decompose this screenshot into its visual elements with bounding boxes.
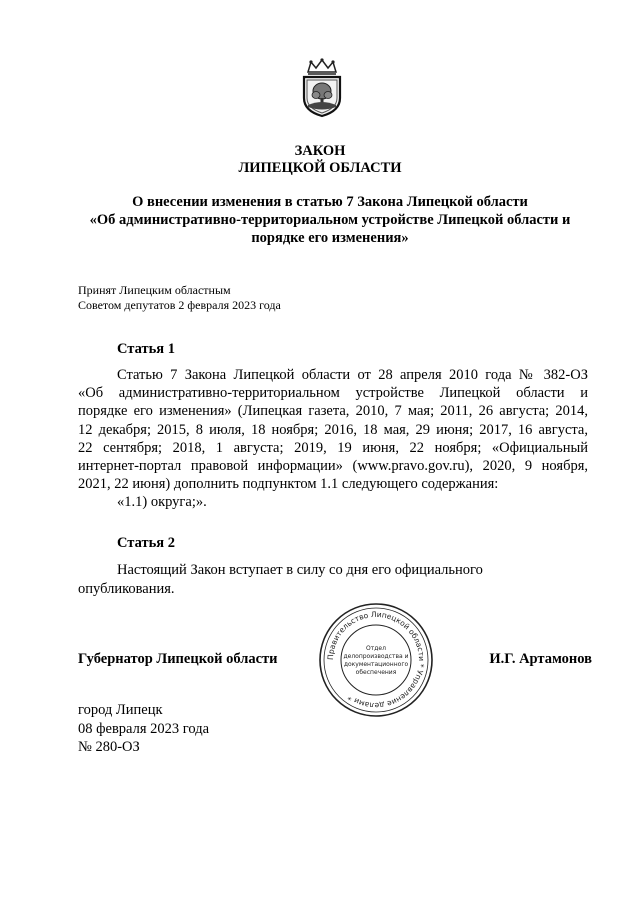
law-title: ЗАКОН [294, 143, 346, 159]
stamp-center-line: Отдел [366, 645, 386, 652]
signatory-name: И.Г. Артамонов [489, 651, 592, 667]
article-1-line: «Об административно-территориальном устройстве Липецкой области и [78, 385, 588, 402]
article-1-line: интернет-портал правовой информации» (www.pravo.gov.ru), 2020, 9 ноября, [78, 458, 588, 475]
article-1-subpoint: «1.1) округа;». [117, 494, 207, 511]
article-1-line: Статью 7 Закона Липецкой области от 28 апреля 2010 года № 382-ОЗ [117, 367, 588, 383]
law-subject [70, 193, 590, 247]
article-1-line: 12 декабря; 2015, 8 июля, 18 ноября; 2016, 18 мая, 29 июня; 2017, 16 августа, [78, 421, 588, 438]
law-subject-line: «Об административно-территориальном устройстве Липецкой области и [89, 212, 571, 228]
article-1-body [78, 366, 588, 512]
footer-date: 08 февраля 2023 года [78, 720, 210, 737]
document-footer [78, 701, 209, 757]
footer-city: город Липецк [78, 702, 163, 718]
signatory-position: Губернатор Липецкой области [78, 651, 278, 667]
article-2-line: опубликования. [78, 580, 175, 597]
article-2-title: Статья 2 [117, 535, 175, 551]
article-2-body [78, 561, 588, 598]
article-1-line: 2021, 22 июня) дополнить подпунктом 1.1 следующего содержания: [78, 476, 499, 493]
official-stamp-icon [318, 602, 434, 718]
adoption-line: Советом депутатов 2 февраля 2023 года [78, 298, 281, 312]
adoption-note [78, 283, 281, 313]
article-1-line: порядке его изменения» (Липецкая газета, 2010, 7 мая; 2011, 26 августа; 2014, [78, 403, 588, 420]
stamp-ring-text: Правительство Липецкой области * Управление делами * [325, 609, 427, 711]
law-subject-line: О внесении изменения в статью 7 Закона Липецкой области [132, 194, 528, 210]
stamp-center-line: документационного [343, 661, 409, 668]
adoption-line: Принят Липецким областным [78, 283, 231, 297]
article-1-title: Статья 1 [117, 341, 175, 357]
lipetsk-coat-of-arms-icon [299, 58, 345, 118]
law-region: ЛИПЕЦКОЙ ОБЛАСТИ [238, 160, 402, 176]
article-2-line: Настоящий Закон вступает в силу со дня его официального [117, 562, 483, 578]
article-1-line: 22 сентября; 2018, 1 августа; 2019, 19 июня, 22 ноября; «Официальный [78, 439, 588, 456]
stamp-center-line: делопроизводства и [343, 653, 409, 660]
law-subject-line: порядке его изменения» [251, 230, 409, 246]
stamp-center-line: обеспечения [355, 669, 397, 676]
footer-number: № 280-ОЗ [78, 739, 140, 755]
